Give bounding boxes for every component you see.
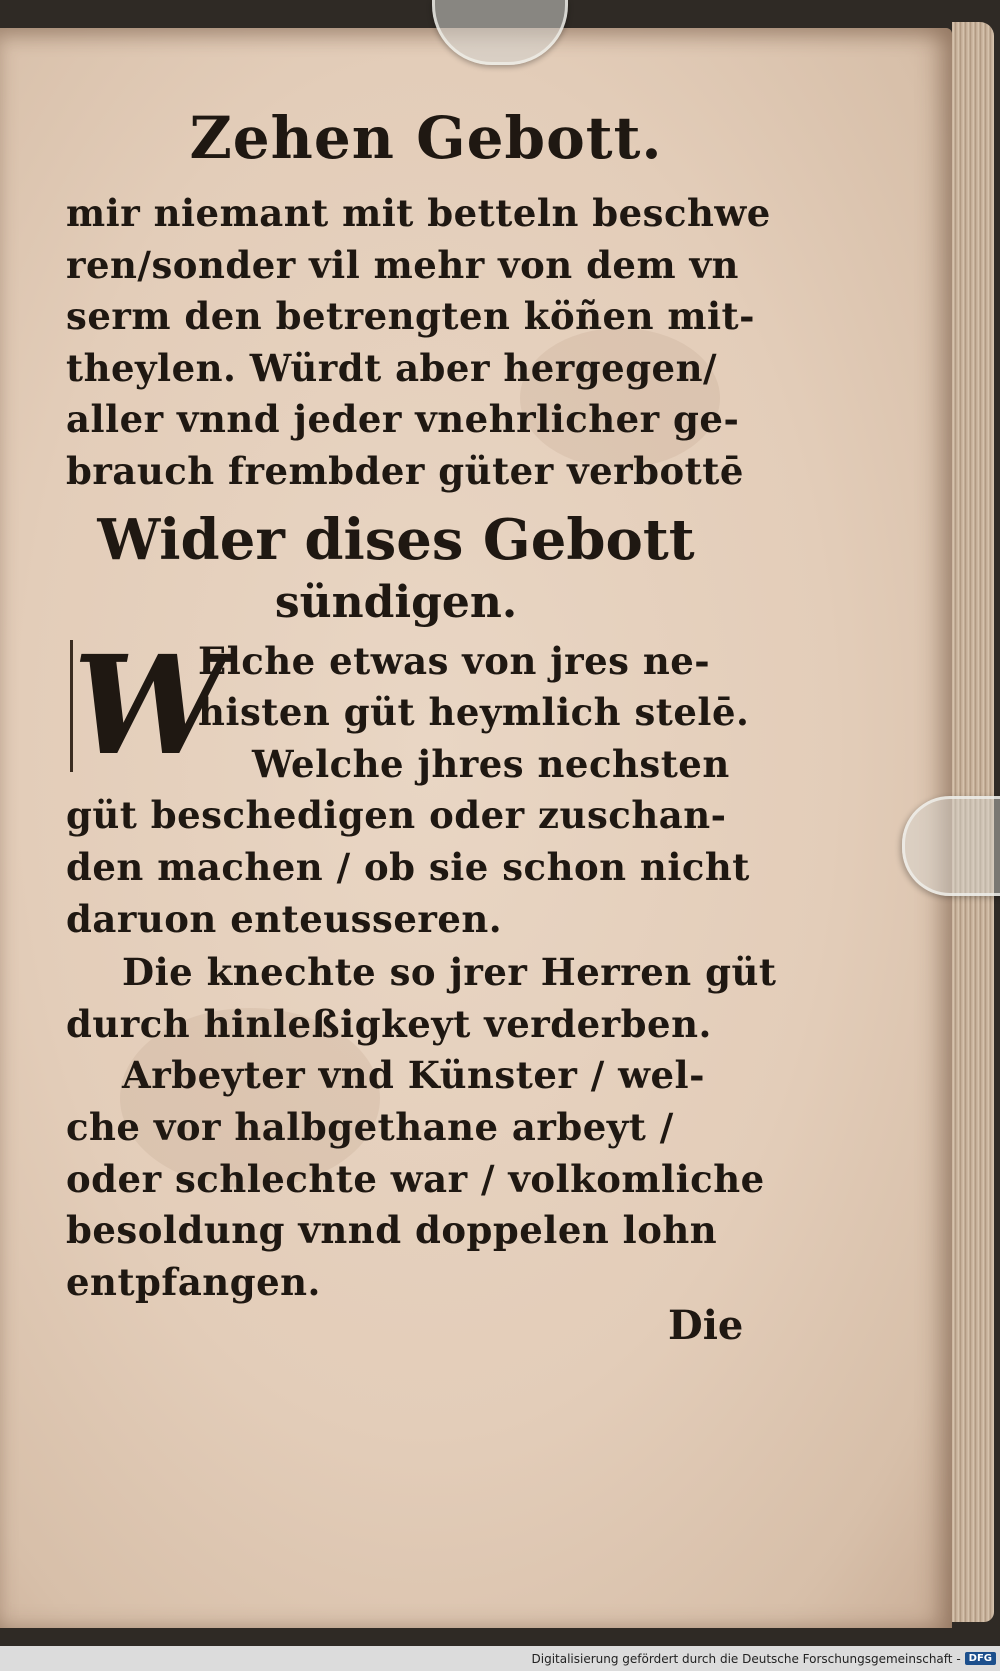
footer-bar	[0, 1646, 1000, 1671]
text-line: serm den betrengten köñen mit-	[66, 294, 756, 339]
text-line: oder schlechte war / volkomliche	[66, 1156, 765, 1201]
text-line: ren/sonder vil mehr von dem vn	[66, 242, 739, 287]
text-line: güt beschedigen oder zuschan-	[66, 793, 727, 838]
text-line: durch hinleßigkeyt verderben.	[66, 1001, 712, 1046]
text-line: histen güt heymlich stelē.	[198, 690, 750, 735]
text-line: daruon enteusseren.	[66, 896, 503, 941]
text-line: Arbeyter vnd Künster / wel-	[122, 1053, 705, 1098]
text-line: theylen. Würdt aber hergegen/	[66, 345, 718, 390]
catchword: Die	[668, 1302, 744, 1349]
page-text	[66, 100, 777, 1308]
text-line: mir niemant mit betteln beschwe	[66, 191, 771, 235]
text-line: Welche jhres nechsten	[252, 741, 730, 786]
top-paragraph	[66, 188, 771, 498]
text-line: brauch frembder güter verbottē	[66, 448, 744, 493]
paragraph-arbeyter	[66, 1050, 765, 1308]
text-line: den machen / ob sie schon nicht	[66, 844, 750, 889]
text-line: Die knechte so jrer Herren güt	[122, 950, 777, 995]
text-line: entpfangen.	[66, 1259, 321, 1304]
footer-credit: Digitalisierung gefördert durch die Deutsche Forschungsgemeinschaft -	[531, 1651, 961, 1666]
text-line: che vor halbgethane arbeyt /	[66, 1104, 674, 1149]
decorated-initial: W	[70, 640, 197, 772]
section-heading: Wider dises Gebott	[97, 506, 695, 573]
paragraph-knechte	[66, 947, 777, 1050]
initial-paragraph	[66, 625, 750, 946]
text-line: Elche etwas von jres ne-	[198, 638, 711, 683]
text-line: besoldung vnnd doppelen lohn	[66, 1208, 718, 1253]
side-clip	[902, 796, 1000, 896]
text-line: aller vnnd jeder vnehrlicher ge-	[66, 397, 740, 442]
dfg-logo[interactable]: DFG	[965, 1652, 996, 1665]
section-subheading: sündigen.	[274, 576, 518, 628]
running-head: Zehen Gebott.	[189, 104, 663, 172]
